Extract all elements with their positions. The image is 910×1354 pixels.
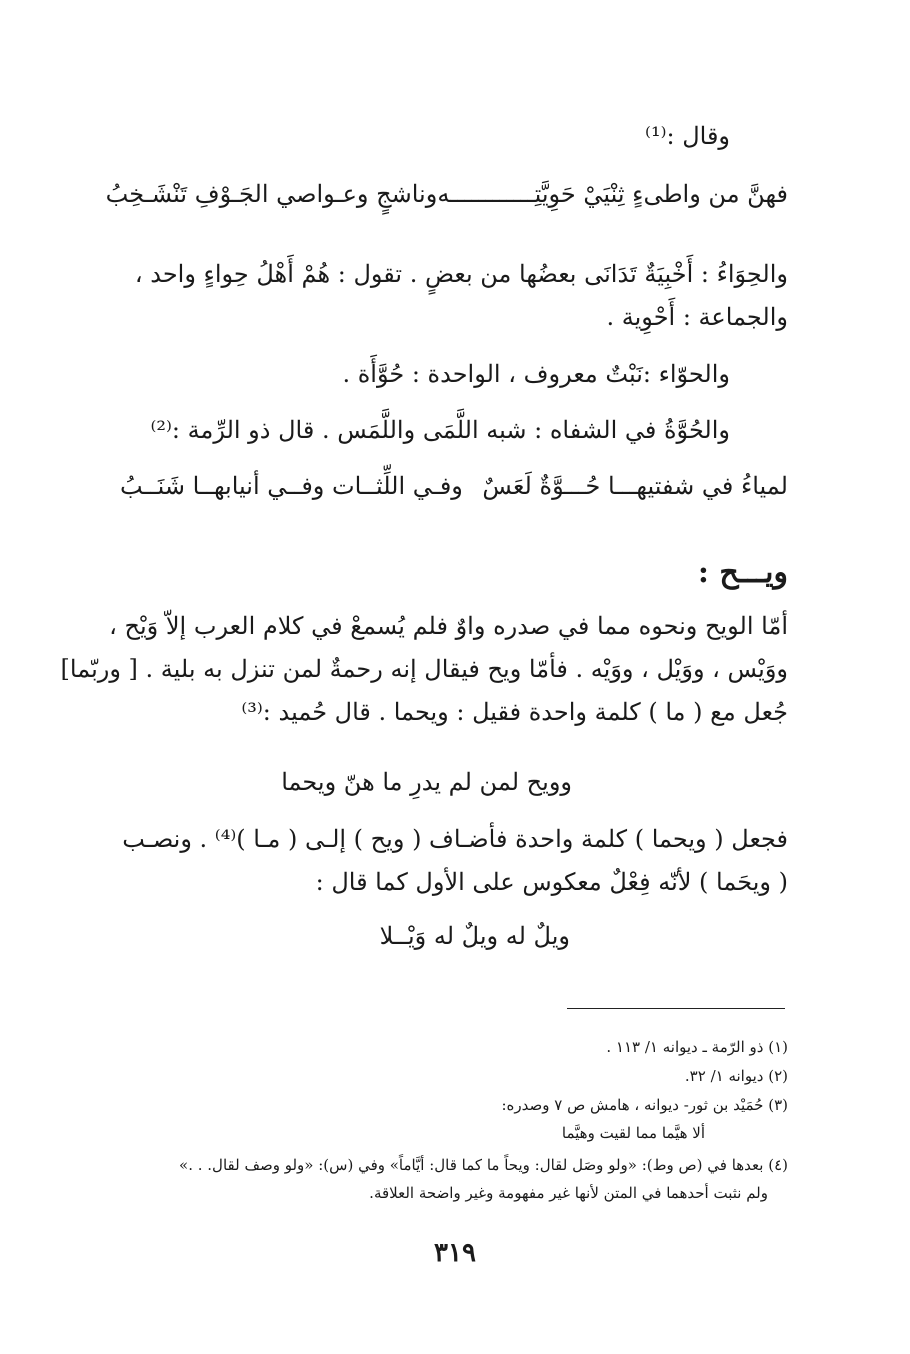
verse-1-hemistich-right: فهنَّ من واطىءٍ ثِنْيَيْ حَوِيَّتِــــــــــــه [437, 180, 788, 208]
para-4-line-3: جُعل مع ( ما ) كلمة واحدة فقيل : ويحما . قال حُميد :⁽³⁾ [241, 698, 788, 726]
footnote-4-line-2: ولم نثبت أحدهما في المتن لأنها غير مفهومة وغير واضحة العلاقة. [369, 1184, 768, 1202]
para-4-line-1: أمّا الويح ونحوه مما في صدره واوٌ فلم يُسمعْ في كلام العرب إلاّ وَيْح ، [109, 612, 788, 640]
para-5-line-2: ( ويحَما ) لأنّه فِعْلٌ معكوس على الأول كما قال : [315, 868, 788, 896]
entry-heading: ويـــح : [697, 555, 788, 590]
verse-3: وويح لمن لم يدرِ ما هنّ ويحما [281, 768, 572, 796]
page-number: ٣١٩ [434, 1238, 476, 1268]
verse-2 [120, 472, 788, 500]
intro-line: وقال :⁽¹⁾ [645, 122, 730, 150]
footnote-divider [567, 1008, 785, 1009]
footnote-2: (٢) ديوانه ١/ ٣٢. [684, 1067, 788, 1085]
verse-1 [105, 180, 788, 208]
footnote-4-line-1: (٤) بعدها في (ص وط): «ولو وصَل لقال: ويحاً ما كما قال: أيَّاماً» وفي (س): «ولو وصف لقال. . .» [179, 1156, 788, 1174]
verse-2-hemistich-left: وفـي اللِّثــات وفــي أنيابهــا شَنَــبُ [120, 472, 463, 500]
para-1-line-2: والجماعة : أَحْوِية . [606, 303, 788, 331]
para-5-line-1: فجعل ( ويحما ) كلمة واحدة فأضـاف ( ويح ) إلـى ( مـا )⁽⁴⁾ . ونصـب [122, 825, 788, 853]
verse-1-hemistich-left: وناشجٍ وعـواصي الجَـوْفِ تَنْشَـخِبُ [105, 180, 438, 208]
para-1-line-1: والحِوَاءُ : أَخْبِيَةٌ تَدَانَى بعضُها من بعضٍ . تقول : هُمْ أَهْلُ حِواءٍ واحد ، [134, 260, 788, 288]
verse-2-hemistich-right: لمياءُ في شفتيهـــا حُـــوَّةٌ لَعَسٌ [482, 472, 788, 500]
para-4-line-2: ووَيْس ، ووَيْل ، ووَيْه . فأمّا ويح فيقال إنه رحمةٌ لمن تنزل به بلية . [ وربّما] [60, 655, 788, 683]
footnote-3: (٣) حُمَيْد بن ثور- ديوانه ، هامش ص ٧ وصدره: [501, 1096, 788, 1114]
footnote-1: (١) ذو الرّمة ـ ديوانه ١/ ١١٣ . [606, 1038, 788, 1056]
para-2: والحوّاء :نَبْتٌ معروف ، الواحدة : حُوَّأَة . [342, 360, 730, 388]
verse-4: ويلٌ له ويلٌ له وَيْــلا [379, 922, 570, 950]
para-3: والحُوَّةُ في الشفاه : شبه اللَّمَى واللَّمَس . قال ذو الرِّمة :⁽²⁾ [150, 416, 730, 444]
footnote-3-verse: ألا هيَّما مما لقيت وهيَّما [561, 1124, 705, 1142]
